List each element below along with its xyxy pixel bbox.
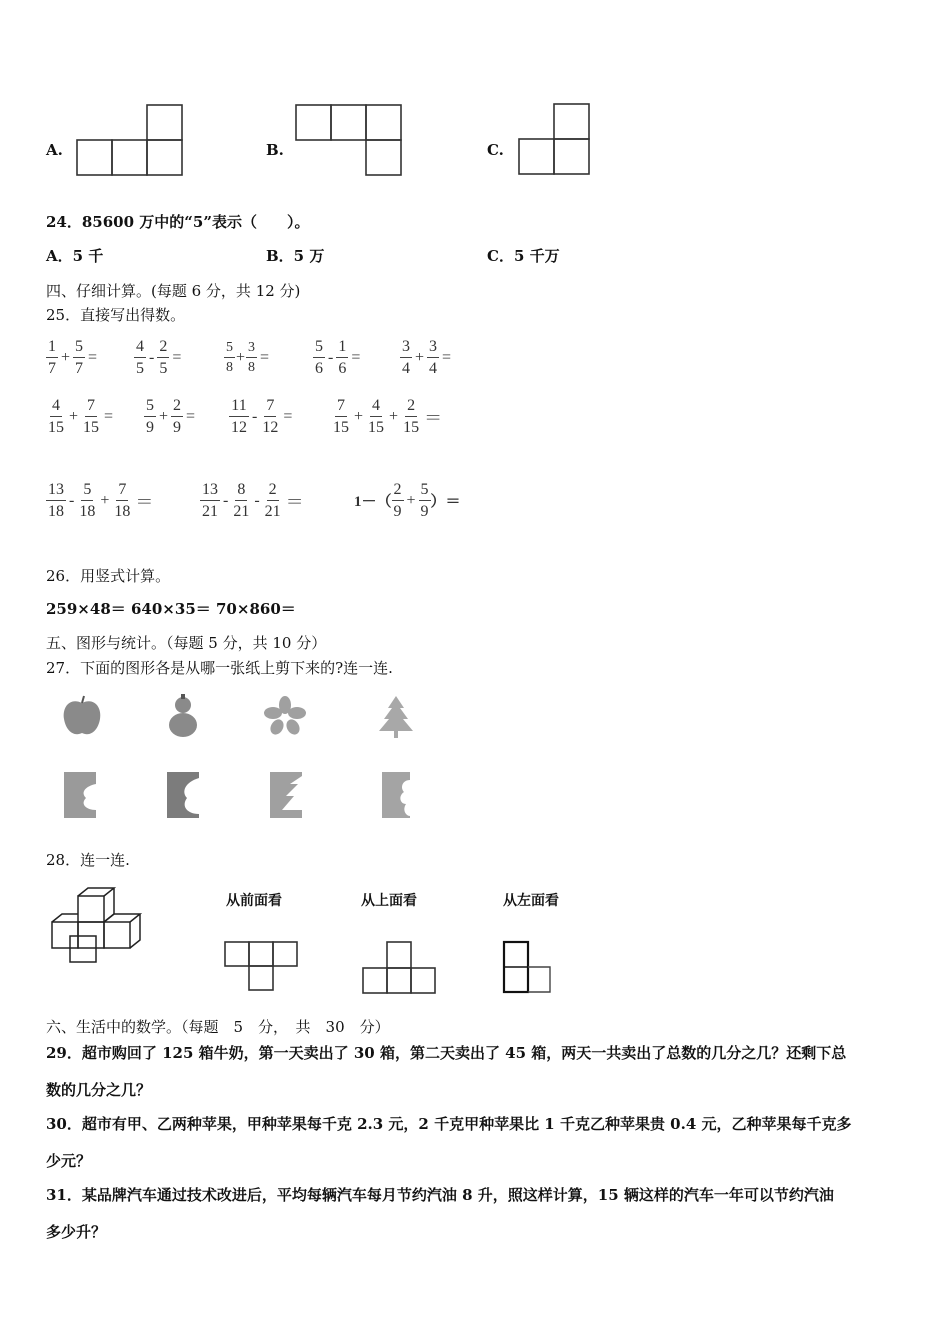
q28-question: 28．连一连. <box>46 851 130 869</box>
q29-line2: 数的几分之几？ <box>46 1081 152 1099</box>
paper-piece-3 <box>266 770 306 820</box>
option-b-figure <box>295 104 405 178</box>
q24-option-a: A．5 千 <box>46 247 104 265</box>
q30-line1: 30．超市有甲、乙两种苹果，甲种苹果每千克 2.3 元，2 千克甲种苹果比 1 千克乙种苹果贵 0.4 元，乙种苹果每千克多 <box>46 1115 852 1133</box>
cube-stack-figure <box>48 886 156 968</box>
view-front-label: 从前面看 <box>226 893 282 909</box>
q27-question: 27．下面的图形各是从哪一张纸上剪下来的?连一连. <box>46 659 393 677</box>
view-left-figure <box>502 941 554 995</box>
option-a-label: A. <box>46 141 63 159</box>
q24-option-c: C．5 千万 <box>487 247 560 265</box>
q25-expr-6: $\frac{4}{15}$ + $\frac{7}{15}$ = <box>48 397 114 436</box>
option-c-label: C. <box>487 141 504 159</box>
q25-expr-2: $\frac{4}{5}$ - $\frac{2}{5}$ = <box>136 338 182 377</box>
q25-expr-7: $\frac{5}{9}$ + $\frac{2}{9}$ = <box>146 397 196 436</box>
q31-line2: 多少升？ <box>46 1223 107 1241</box>
section5-title: 五、图形与统计。（每题 5 分，共 10 分） <box>46 634 327 652</box>
q25-expr-11: $\frac{13}{21}$ - $\frac{8}{21}$ - $\frac{2}{21}$ ＝ <box>202 481 304 520</box>
tree-shape <box>376 694 416 740</box>
view-top-figure <box>362 941 438 995</box>
q24-option-b: B．5 万 <box>266 247 325 265</box>
paper-piece-2 <box>163 770 203 820</box>
q26-item-1: 259×48＝ <box>46 600 126 618</box>
option-c-figure <box>518 103 593 179</box>
q25-expr-9: $\frac{7}{15}$ + $\frac{4}{15}$ + $\frac{2}{15}$ ＝ <box>333 397 443 436</box>
q25-expr-8: $\frac{11}{12}$ - $\frac{7}{12}$ = <box>231 397 293 436</box>
flower-shape <box>264 696 306 736</box>
q25-expr-5: $\frac{3}{4}$ + $\frac{3}{4}$ = <box>402 338 452 377</box>
q31-line1: 31．某品牌汽车通过技术改进后，平均每辆汽车每月节约汽油 8 升，照这样计算，15 辆这样的汽车一年可以节约汽油 <box>46 1186 834 1204</box>
paper-piece-4 <box>378 770 418 820</box>
q25-expr-4: $\frac{5}{6}$ - $\frac{1}{6}$ = <box>315 338 361 377</box>
view-left-label: 从左面看 <box>503 893 559 909</box>
view-top-label: 从上面看 <box>361 893 417 909</box>
q30-line2: 少元？ <box>46 1152 92 1170</box>
q24-question: 24．85600 万中的“5”表示（ ）。 <box>46 213 310 231</box>
paper-piece-1 <box>60 770 100 820</box>
gourd-shape <box>163 693 203 739</box>
view-front-figure <box>224 941 299 993</box>
q25-expr-1: $\frac{1}{7}$ + $\frac{5}{7}$ = <box>48 338 98 377</box>
q26-question: 26．用竖式计算。 <box>46 567 171 585</box>
option-a-figure <box>76 105 186 177</box>
q25-expr-3: $\frac{5}{8}$ + $\frac{3}{8}$ = <box>226 340 270 375</box>
q25-question: 25．直接写出得数。 <box>46 306 186 324</box>
q29-line1: 29．超市购回了 125 箱牛奶，第一天卖出了 30 箱，第二天卖出了 45 箱，两天一共卖出了总数的几分之几？还剩下总 <box>46 1044 847 1062</box>
q25-expr-10: $\frac{13}{18}$ - $\frac{5}{18}$ + $\frac{7}{18}$ ＝ <box>48 481 154 520</box>
q26-item-2: 640×35＝ <box>131 600 211 618</box>
q25-expr-12: 1－（ $\frac{2}{9}$ + $\frac{5}{9}$ ）＝ <box>354 481 461 520</box>
section6-title: 六、生活中的数学。（每题 5 分， 共 30 分） <box>46 1018 390 1036</box>
section4-title: 四、仔细计算。(每题 6 分，共 12 分) <box>46 282 301 300</box>
option-b-label: B. <box>266 141 284 159</box>
apple-shape <box>60 695 104 739</box>
q26-item-3: 70×860＝ <box>216 600 296 618</box>
